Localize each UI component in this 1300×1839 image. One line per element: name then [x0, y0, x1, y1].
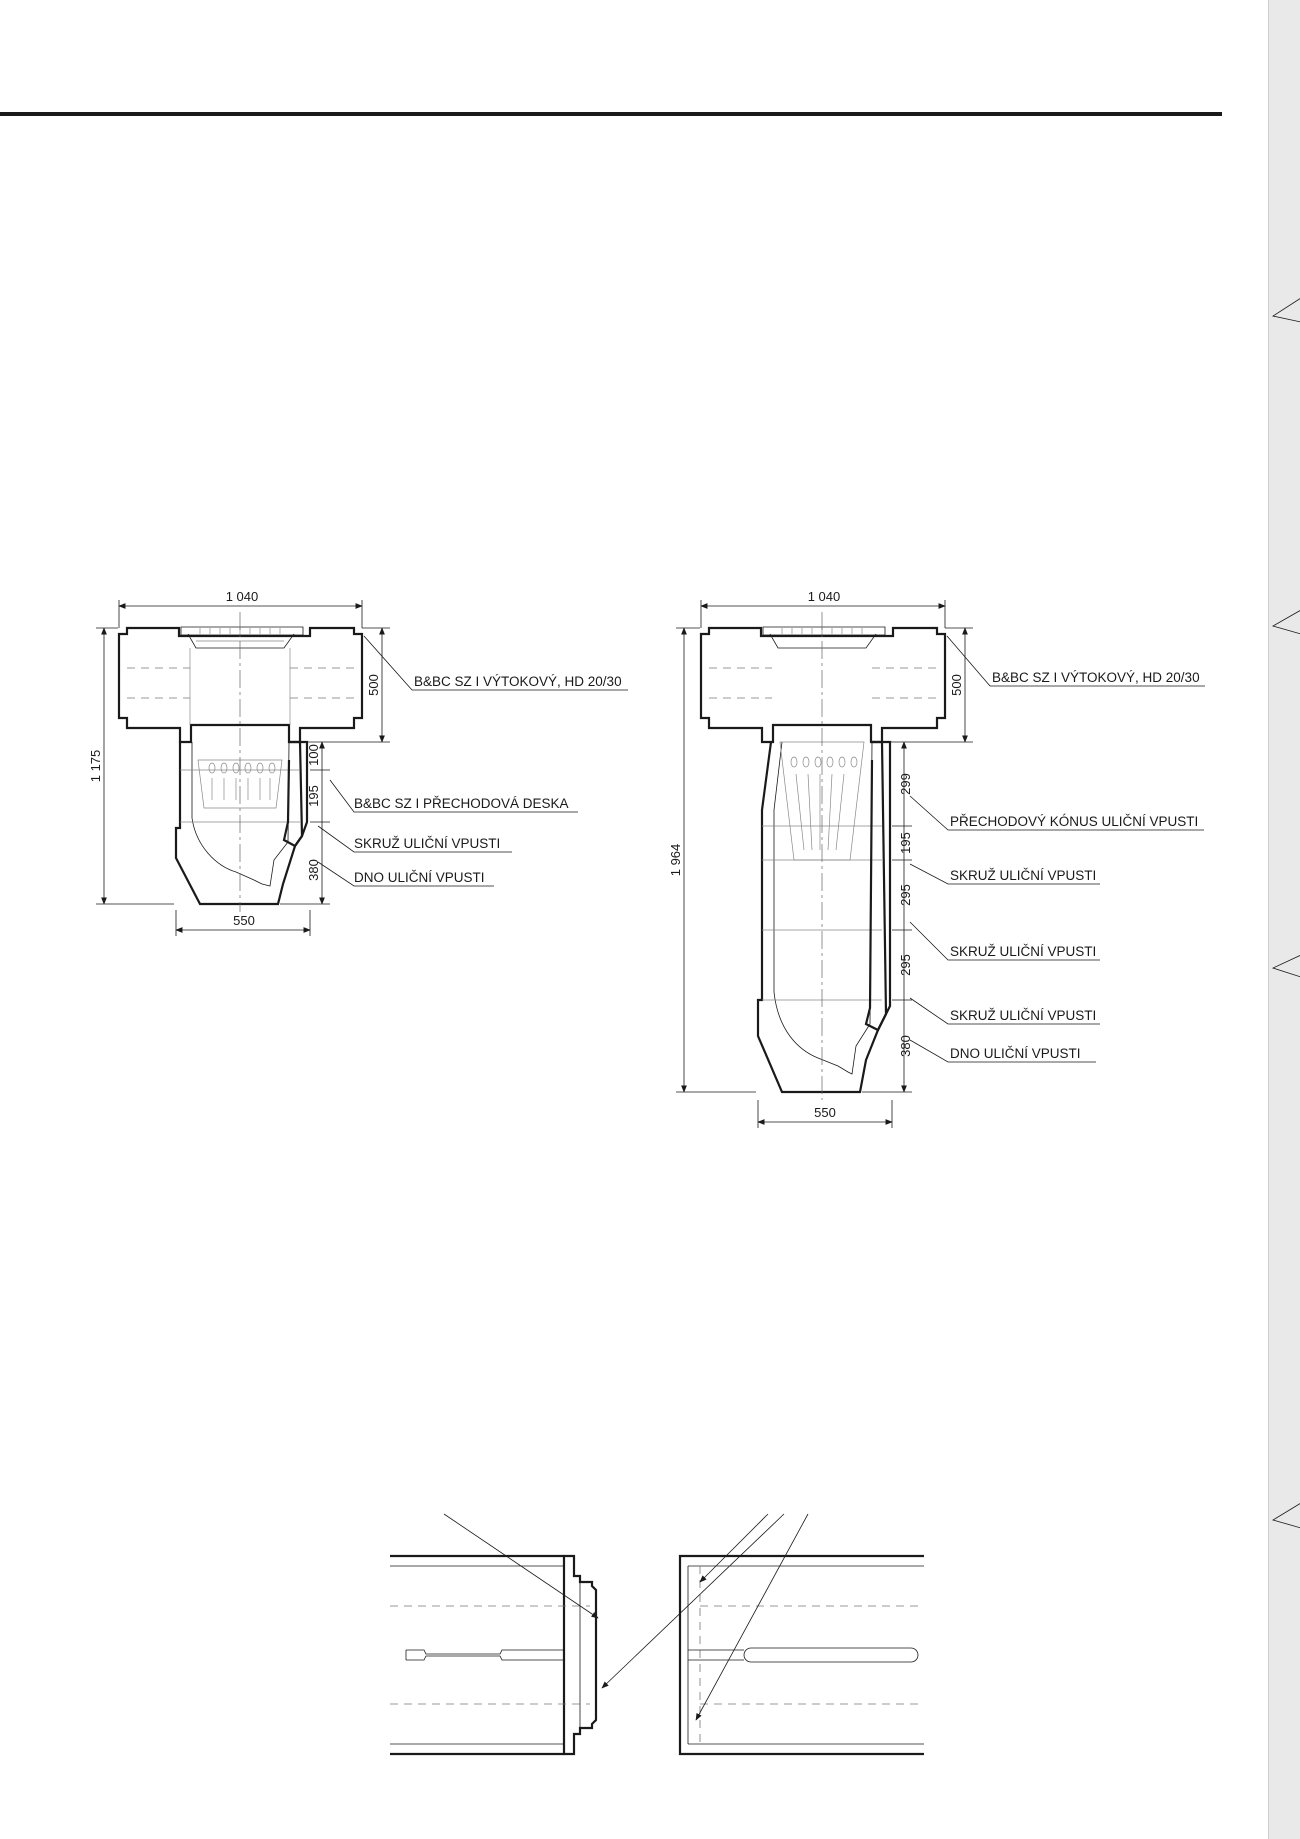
- left-callout-3: SKRUŽ ULIČNÍ VPUSTI: [354, 836, 501, 851]
- right-callout-3: SKRUŽ ULIČNÍ VPUSTI: [950, 868, 1097, 883]
- right-dim-height-total: 1 964: [668, 843, 683, 877]
- right-dim-width-top: 1 040: [807, 589, 841, 604]
- left-inlet-body: [119, 628, 362, 742]
- right-callout-5: SKRUŽ ULIČNÍ VPUSTI: [950, 1008, 1097, 1023]
- left-callout-4: DNO ULIČNÍ VPUSTI: [354, 870, 485, 885]
- right-callout-6: DNO ULIČNÍ VPUSTI: [950, 1046, 1081, 1061]
- left-dim-100: 100: [306, 744, 321, 766]
- right-dim-195: 195: [898, 832, 913, 854]
- left-drawing: [88, 589, 628, 936]
- right-dim-295b: 295: [898, 954, 913, 976]
- left-dim-width-top: 1 040: [225, 589, 259, 604]
- left-dim-380: 380: [306, 859, 321, 881]
- tab-notches: [1269, 0, 1300, 1839]
- right-callout-1: B&BC SZ I VÝTOKOVÝ, HD 20/30: [992, 670, 1200, 685]
- right-dim-width-bottom: 550: [814, 1105, 836, 1120]
- left-callout-2: B&BC SZ I PŘECHODOVÁ DESKA: [354, 796, 569, 811]
- side-tab-strip: [1268, 0, 1300, 1839]
- left-dim-width-bottom: 550: [233, 913, 255, 928]
- right-dim-295a: 295: [898, 884, 913, 906]
- right-callout-2: PŘECHODOVÝ KÓNUS ULIČNÍ VPUSTI: [950, 814, 1199, 829]
- left-dim-500: 500: [366, 674, 381, 696]
- right-inlet-body: [701, 628, 945, 742]
- right-callout-4: SKRUŽ ULIČNÍ VPUSTI: [950, 944, 1097, 959]
- right-dim-500: 500: [949, 674, 964, 696]
- pipe-joint-detail: [390, 1514, 924, 1754]
- right-dim-380: 380: [898, 1035, 913, 1057]
- right-drawing: [668, 589, 1205, 1128]
- left-dim-195: 195: [306, 785, 321, 807]
- left-dim-height-total: 1 175: [88, 749, 103, 783]
- left-callout-1: B&BC SZ I VÝTOKOVÝ, HD 20/30: [414, 674, 622, 689]
- right-dim-299: 299: [898, 773, 913, 795]
